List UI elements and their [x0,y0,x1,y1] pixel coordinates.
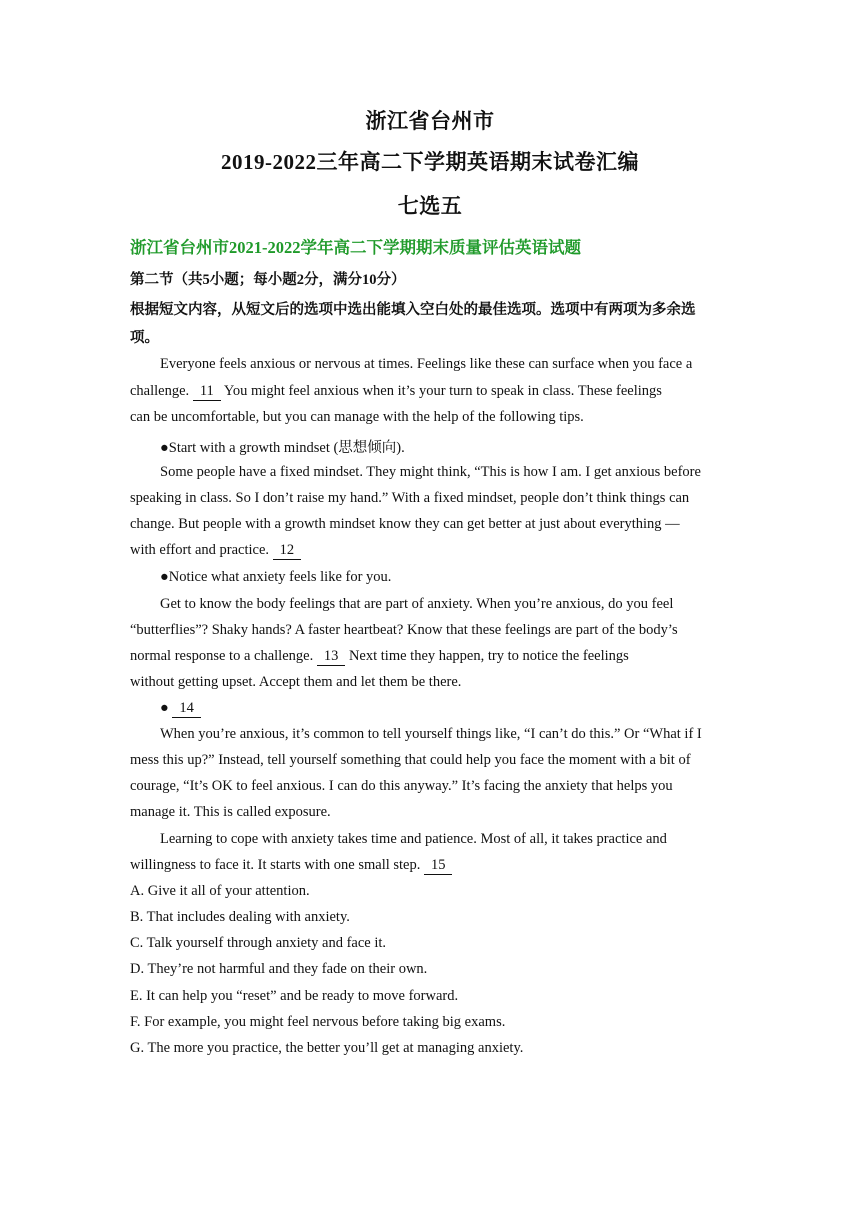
bullet-notice-anxiety: ●Notice what anxiety feels like for you. [160,569,392,585]
p2-line-3: change. But people with a growth mindset know they can get better at just about everything — [130,516,680,532]
p2-line-4 [130,542,301,560]
blank-14[interactable]: 14 [172,701,201,718]
p4-line-2: mess this up?” Instead, tell yourself something that could help you face the moment with a bit of [130,752,691,768]
p3-line-3 [130,648,629,666]
p2-line-1: Some people have a fixed mindset. They might think, “This is how I am. I get anxious before [160,464,701,480]
p5-text: willingness to face it. It starts with one small step. [130,857,421,873]
instructions-line-2: 项。 [130,330,159,346]
title-question-type: 七选五 [397,194,463,218]
p1-line-1: Everyone feels anxious or nervous at times. Feelings like these can surface when you face a [160,356,693,372]
instructions-line-1: 根据短文内容，从短文后的选项中选出能填入空白处的最佳选项。选项中有两项为多余选 [130,302,696,318]
blank-11[interactable]: 11 [193,384,221,401]
p4-line-4: manage it. This is called exposure. [130,804,331,820]
p2-text: with effort and practice. [130,542,270,558]
blank-15[interactable]: 15 [424,858,453,875]
p1-text-b: You might feel anxious when it’s your turn to speak in class. These feelings [223,383,662,399]
p1-line-2 [130,383,662,401]
option-f[interactable]: F. For example, you might feel nervous before taking big exams. [130,1014,506,1030]
p2-line-2: speaking in class. So I don’t raise my hand.” With a fixed mindset, people don’t think things can [130,490,690,506]
p4-line-3: courage, “It’s OK to feel anxious. I can do this anyway.” It’s facing the anxiety that helps you [130,778,673,794]
option-d[interactable]: D. They’re not harmful and they fade on their own. [130,961,428,977]
p3-line-4: without getting upset. Accept them and let them be there. [130,674,462,690]
section-heading: 浙江省台州市2021-2022学年高二下学期期末质量评估英语试题 [130,238,581,257]
p4-line-1: When you’re anxious, it’s common to tell yourself things like, “I can’t do this.” Or “What if I [160,726,702,742]
bullet-blank-14 [160,700,201,718]
option-b[interactable]: B. That includes dealing with anxiety. [130,909,350,925]
blank-13[interactable]: 13 [317,649,346,666]
p1-line-3: can be uncomfortable, but you can manage with the help of the following tips. [130,409,584,425]
option-e[interactable]: E. It can help you “reset” and be ready to move forward. [130,988,459,1004]
bullet-mark: ● [160,700,169,716]
p3-line-2: “butterflies”? Shaky hands? A faster heartbeat? Know that these feelings are part of the body’s [130,622,678,638]
section-info: 第二节（共5小题；每小题2分，满分10分） [130,272,406,288]
title-province: 浙江省台州市 [365,109,495,133]
option-c[interactable]: C. Talk yourself through anxiety and face it. [130,935,387,951]
p5-line-2 [130,857,452,875]
bullet-growth-mindset: ●Start with a growth mindset (思想倾向). [160,440,405,456]
option-a[interactable]: A. Give it all of your attention. [130,883,310,899]
p3-line-1: Get to know the body feelings that are part of anxiety. When you’re anxious, do you feel [160,596,674,612]
option-g[interactable]: G. The more you practice, the better you’ll get at managing anxiety. [130,1040,524,1056]
p3-text-b: Next time they happen, try to notice the feelings [348,648,629,664]
blank-12[interactable]: 12 [273,543,302,560]
p1-text-a: challenge. [130,383,190,399]
p5-line-1: Learning to cope with anxiety takes time and patience. Most of all, it takes practice and [160,831,667,847]
p3-text-a: normal response to a challenge. [130,648,314,664]
title-collection: 2019-2022三年高二下学期英语期末试卷汇编 [221,150,639,174]
